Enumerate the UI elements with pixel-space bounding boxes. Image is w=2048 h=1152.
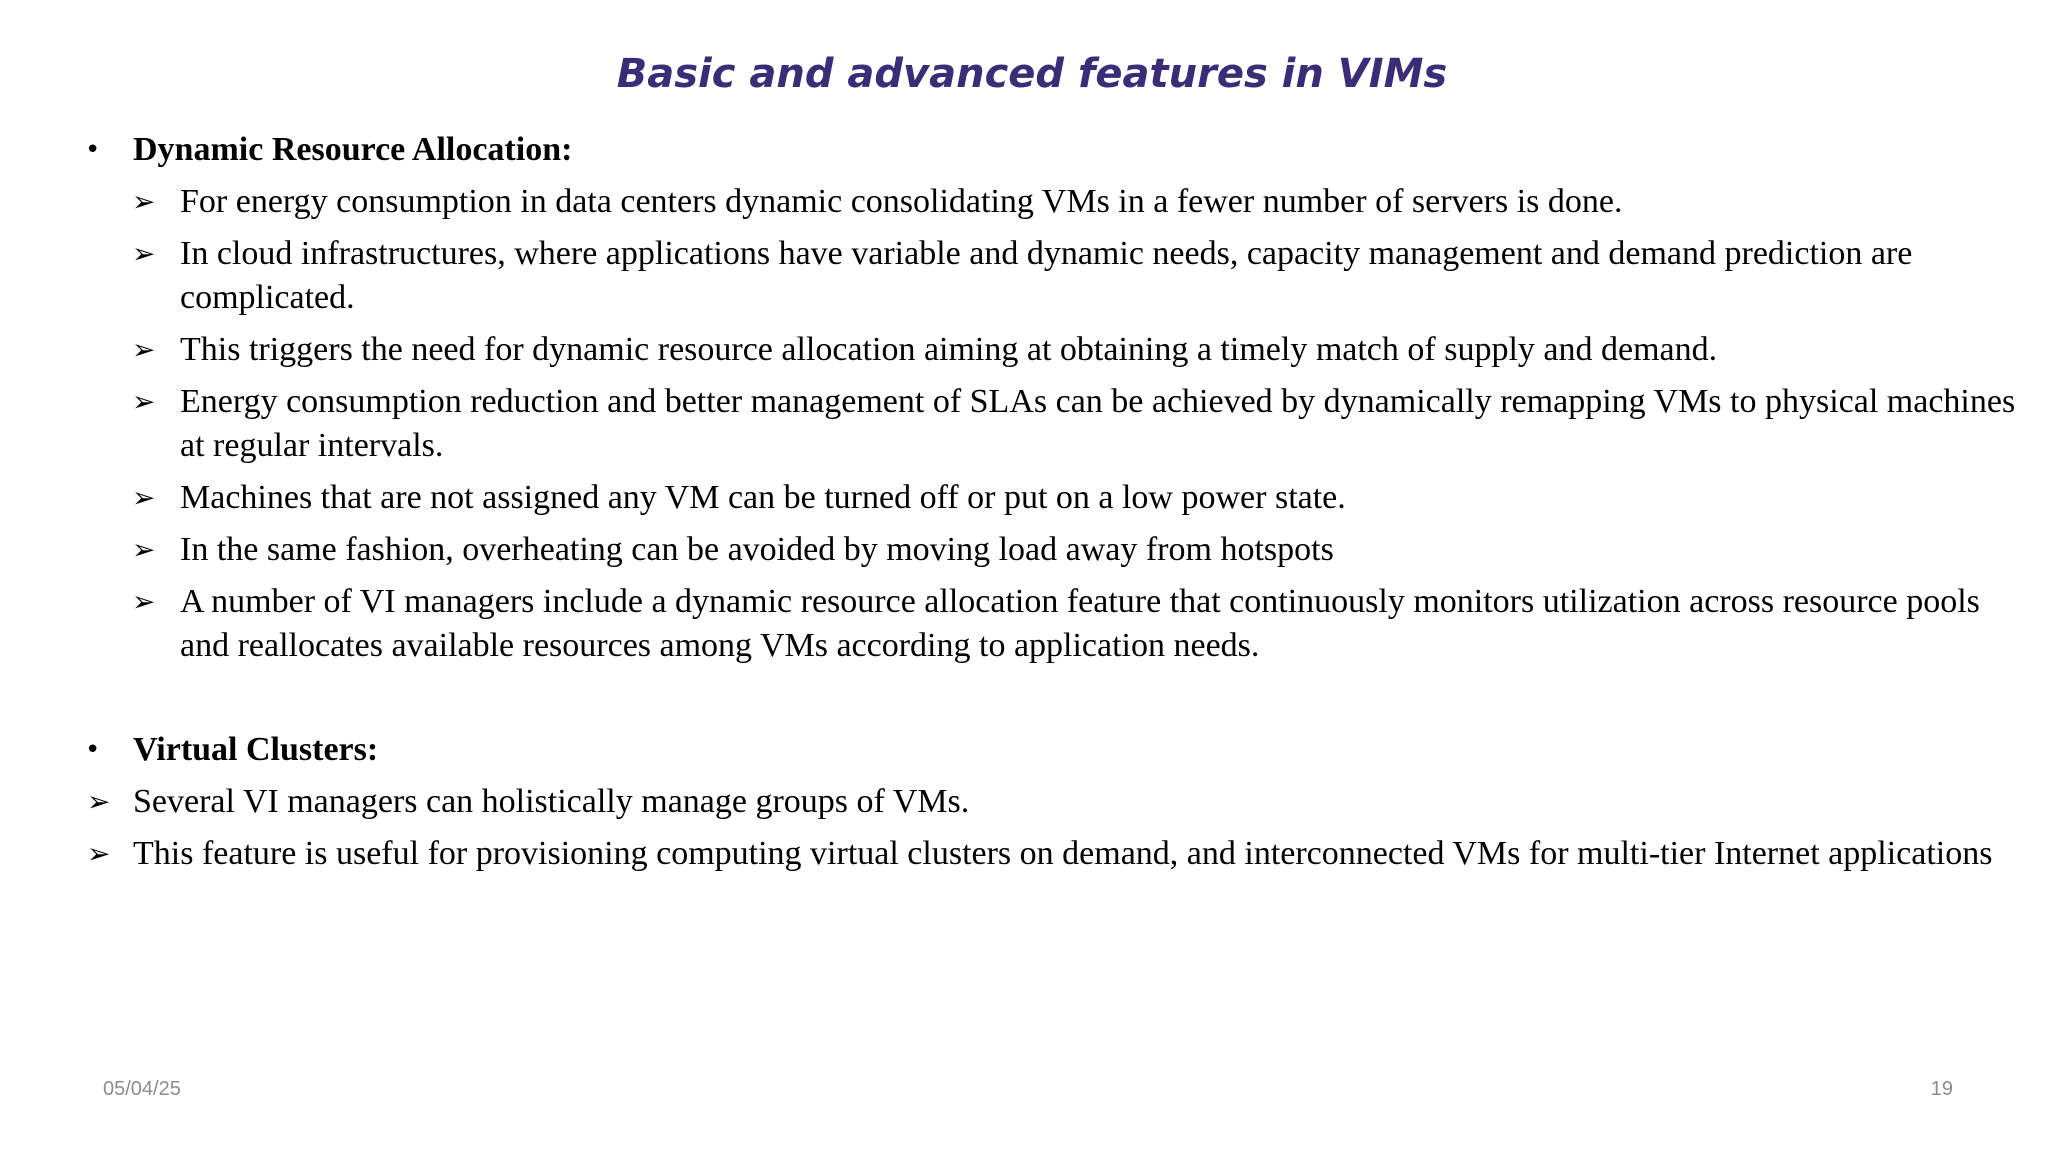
list-item-text: Several VI managers can holistically manage groups of VMs.: [133, 783, 970, 820]
section-heading-text: Virtual Clusters:: [133, 731, 379, 768]
arrow-bullet-icon: ➢: [132, 333, 156, 366]
list-item-text: This triggers the need for dynamic resource allocation aiming at obtaining a timely match of supply and demand.: [180, 331, 1718, 368]
arrow-bullet-icon: ➢: [132, 481, 156, 514]
arrow-bullet-icon: ➢: [132, 385, 156, 418]
list-item-text: Energy consumption reduction and better management of SLAs can be achieved by dynamically remapping VMs to physical machines at regular intervals.: [180, 383, 2016, 464]
list-item: [80, 380, 2020, 468]
list-item: [80, 832, 2020, 876]
list-item-text: This feature is useful for provisioning computing virtual clusters on demand, and interconnected VMs for multi-tier Internet applications: [133, 835, 1993, 872]
list-item: [80, 476, 2020, 520]
list-item-text: A number of VI managers include a dynamic resource allocation feature that continuously monitors utilization across resource pools and reallocates available resources among VMs according to application needs.: [180, 583, 1980, 664]
list-item: [80, 780, 2020, 824]
slide-title: Basic and advanced features in VIMs: [616, 51, 1448, 97]
arrow-bullet-icon: ➢: [132, 533, 156, 566]
page-number: 19: [1930, 1078, 1953, 1100]
bullet-icon: •: [85, 135, 101, 165]
list-item-text: In cloud infrastructures, where applications have variable and dynamic needs, capacity management and demand prediction are complicated.: [180, 235, 1913, 316]
footer-date: 05/04/25: [103, 1078, 181, 1100]
section-heading-dynamic-resource-allocation: [80, 128, 2020, 172]
section-spacer: [80, 676, 2020, 728]
arrow-bullet-icon: ➢: [87, 837, 111, 870]
bullet-icon: •: [85, 735, 101, 765]
section-heading-virtual-clusters: [80, 728, 2020, 772]
arrow-bullet-icon: ➢: [132, 237, 156, 270]
arrow-bullet-icon: ➢: [87, 785, 111, 818]
list-item: [80, 180, 2020, 224]
list-item: [80, 232, 2020, 320]
list-item: [80, 528, 2020, 572]
arrow-bullet-icon: ➢: [132, 185, 156, 218]
section-heading-text: Dynamic Resource Allocation:: [133, 131, 573, 168]
list-item: [80, 328, 2020, 372]
list-item-text: In the same fashion, overheating can be avoided by moving load away from hotspots: [180, 531, 1334, 568]
list-item-text: For energy consumption in data centers dynamic consolidating VMs in a fewer number of servers is done.: [180, 183, 1623, 220]
list-item-text: Machines that are not assigned any VM can be turned off or put on a low power state.: [180, 479, 1346, 516]
slide-body: [80, 128, 2020, 884]
list-item: [80, 580, 2020, 668]
arrow-bullet-icon: ➢: [132, 585, 156, 618]
